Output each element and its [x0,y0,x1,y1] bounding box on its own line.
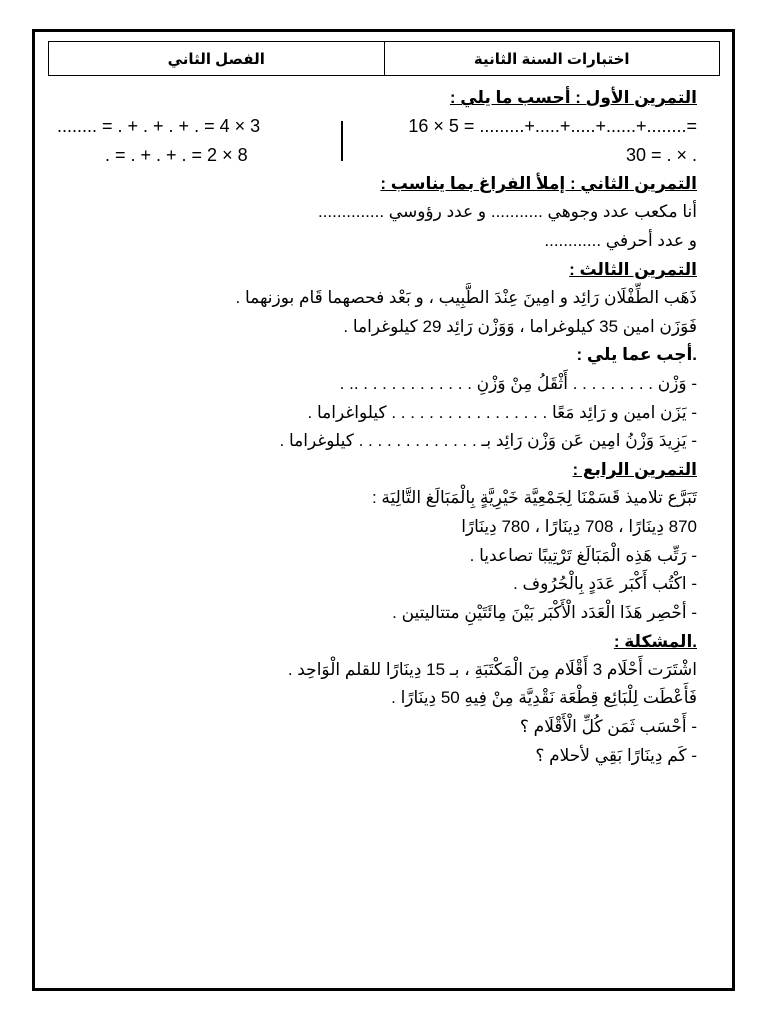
exercise-3-question-2: - يَزَن امين و رَائِد مَعًا . . . . . . . . . . . . . . . . . كيلواغراما . [307,402,697,422]
exercise-2-line-2: و عدد أحرفي ............ [544,230,697,250]
exercise-4-question-2: - اكْتُب أَكْبَر عَدَدٍ بِالْحُرُوف . [513,574,697,594]
exercise-1-r2-right: 30 = . × . [625,144,697,165]
exercise-3-question-1: - وَزْن . . . . . . . . . أَثْقَلُ مِنْ وَزْنِ . . . . . . . . . . . . .. . [339,373,697,393]
problem-question-2: - كَم دِينَارًا بَقِي لأحلام ؟ [535,745,697,765]
exercise-3-title: التمرين الثالث : [569,259,697,279]
exercise-3-line-1: ذَهَب الطِّفْلَان رَائِد و امِينَ عِنْدَ الطَّبِيب ، و بَعْد فحصهما قَام بوزنهما . [235,288,697,308]
exercise-4-line-1: تَبَرَّع تلاميذ قَسَمْنَا لِجَمْعِيَّة خَيْرِيَّةٍ بِالْمَبَالَغ التَّالِيَة : [371,488,697,508]
exercise-1-r1-right: 16 × 5 = .........+.....+.....+......+........= [408,116,697,137]
exercise-2-title: التمرين الثاني : إملأ الفراغ بما يناسب : [380,174,697,194]
problem-line-1: اشْتَرَت أَحْلَام 3 أَقْلَام مِنَ الْمَكْتَبَةِ ، بـ 15 دِينَارًا للقلم الْوَاحِد . [287,659,697,679]
header-semester: الفصل الثاني [49,42,385,75]
exercise-1-title: التمرين الأول : أحسب ما يلي : [449,88,697,108]
exercise-1-row-2 [57,141,697,170]
header-table [48,41,720,76]
exercise-4-title: التمرين الرابع : [572,460,697,480]
worksheet-content [57,84,697,770]
exercise-4-question-3: - أحْصِر هَذَا الْعَدَد الْأَكْبَر بَيْنَ مِائَتَيْنِ متتاليتين . [392,602,697,622]
exercise-1-r1-left: ........ = . + . + . + . = 4 × 3 [57,116,261,137]
exercise-2-line-1: أنا مكعب عدد وجوهي ........... و عدد رؤوسي .............. [317,202,697,222]
exercise-1-row-1 [57,113,697,142]
exercise-4-line-2: 870 دِينَارًا ، 708 دِينَارًا ، 780 دِينَارًا [461,516,697,536]
exercise-3-question-title: .أجب عما يلي : [576,345,697,365]
problem-line-2: فَأَعْطَت لِلْبَائِع قِطْعَة نَقْدِيَّة مِنْ فِيهِ 50 دِينَارًا . [391,688,697,708]
exercise-3-question-3: - يَزِيدَ وَزْنُ امِين عَن وَزْن رَائِد بـ . . . . . . . . . . . . . كيلوغراما . [279,431,697,451]
problem-question-1: - أَحْسَب ثَمَن كُلِّ الْأَقْلَام ؟ [519,717,697,737]
exercise-3-line-2: فَوَزَن امين 35 كيلوغراما ، وَوَزْن رَائِد 29 كيلوغراما . [343,316,697,336]
header-exam-title: اختبارات السنة الثانية [473,50,630,68]
exercise-4-question-1: - رَتِّب هَذِه الْمَبَالَغ تَرْتِيبًا تصاعديا . [469,545,697,565]
problem-title: .المشكلة : [613,631,697,651]
exercise-1-r2-left: . = . + . + . = 2 × 8 [105,144,248,165]
